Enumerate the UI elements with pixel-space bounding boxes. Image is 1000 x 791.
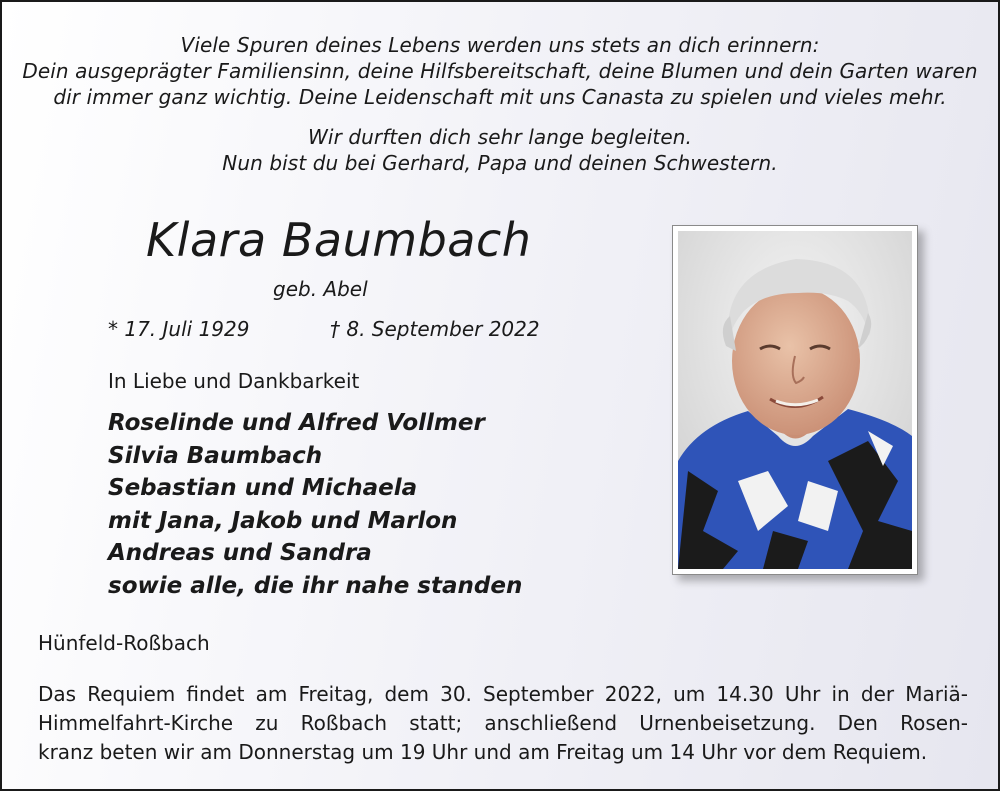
mourner-entry: sowie alle, die ihr nahe standen bbox=[108, 572, 523, 599]
mourner-entry: Sebastian und Michaela bbox=[108, 475, 418, 502]
birth-date: * 17. Juli 1929 bbox=[108, 317, 250, 341]
mourner-entry: Silvia Baumbach bbox=[108, 442, 323, 469]
mourner-entry: Roselinde und Alfred Vollmer bbox=[108, 410, 485, 436]
poem-stanza-2 bbox=[2, 124, 998, 176]
memorial-poem bbox=[2, 32, 998, 190]
portrait-illustration bbox=[678, 231, 912, 569]
poem-line: Viele Spuren deines Lebens werden uns stets an dich erinnern: bbox=[180, 33, 820, 57]
mourner-entry: Andreas und Sandra bbox=[108, 540, 372, 567]
deceased-name: Klara Baumbach bbox=[146, 213, 532, 267]
poem-line: Dein ausgeprägter Familiensinn, deine Hilfsbereitschaft, deine Blumen und dein Garten waren bbox=[22, 59, 978, 83]
requiem-info bbox=[38, 680, 968, 767]
poem-line: Wir durften dich sehr lange begleiten. bbox=[308, 125, 692, 149]
poem-line: dir immer ganz wichtig. Deine Leidenschaft mit uns Canasta zu spielen und vieles mehr. bbox=[53, 85, 947, 109]
requiem-line: Himmelfahrt-Kirche zu Roßbach statt; anschließend Urnenbeisetzung. Den Rosen- bbox=[38, 711, 968, 735]
portrait-photo bbox=[672, 225, 918, 575]
mourner-entry: mit Jana, Jakob und Marlon bbox=[108, 507, 458, 534]
mourners-intro: In Liebe und Dankbarkeit bbox=[108, 369, 360, 393]
poem-line: Nun bist du bei Gerhard, Papa und deinen Schwestern. bbox=[222, 151, 778, 175]
mourners-list bbox=[108, 407, 522, 603]
death-date: † 8. September 2022 bbox=[330, 317, 540, 341]
place-name: Hünfeld-Roßbach bbox=[38, 631, 210, 655]
requiem-line: kranz beten wir am Donnerstag um 19 Uhr und am Freitag um 14 Uhr vor dem Requiem. bbox=[38, 740, 928, 764]
maiden-name: geb. Abel bbox=[273, 277, 368, 301]
requiem-line: Das Requiem findet am Freitag, dem 30. September 2022, um 14.30 Uhr in der Mariä- bbox=[38, 682, 968, 706]
poem-stanza-1 bbox=[2, 32, 998, 110]
